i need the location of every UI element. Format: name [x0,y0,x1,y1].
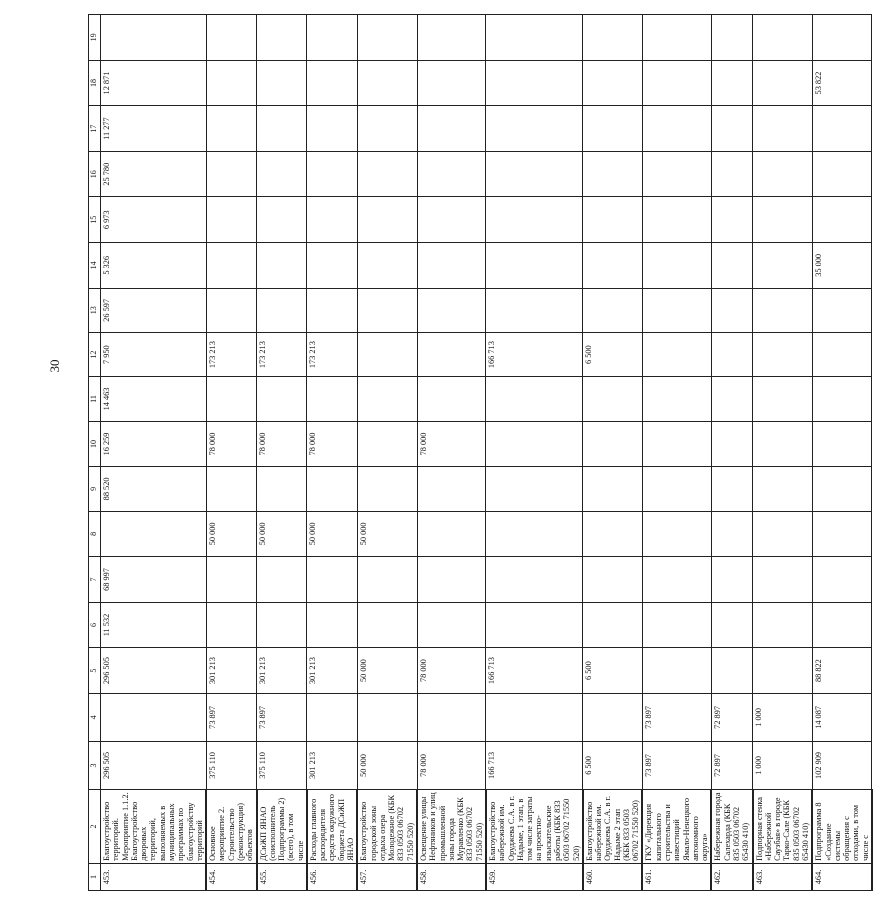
cell-value [812,197,872,243]
column-header: 5 [89,648,101,694]
cell-value [583,288,643,332]
cell-value [357,15,417,61]
cell-value [101,511,207,557]
column-header: 18 [89,60,101,106]
row-name: Благоустройство территорий. Мероприятие 1.1.2. Благоустройство дворовых территорий, выполняемых в муниципальных программах по благоустройству территорий [101,789,207,863]
cell-value [206,602,256,648]
cell-value [417,151,486,197]
cell-value: 50 000 [357,511,417,557]
cell-value: 26 597 [101,288,207,332]
cell-value: 50 000 [206,511,256,557]
cell-value [642,15,711,61]
cell-value: 12 871 [101,60,207,106]
cell-value [357,377,417,421]
cell-value [583,151,643,197]
cell-value [417,243,486,289]
cell-value [711,511,752,557]
cell-value: 78 000 [417,648,486,694]
cell-value [357,421,417,467]
column-header: 10 [89,421,101,467]
row-number: 454. [206,863,256,890]
cell-value [753,288,813,332]
row-number: 462. [711,863,752,890]
cell-value: 375 110 [257,741,307,789]
cell-value [257,377,307,421]
cell-value [417,332,486,376]
cell-value [357,467,417,511]
cell-value: 73 897 [206,693,256,741]
cell-value [711,602,752,648]
column-header: 1 [89,863,101,890]
cell-value [307,602,357,648]
cell-value [753,151,813,197]
cell-value: 11 277 [101,106,207,152]
cell-value [357,106,417,152]
cell-value [486,377,583,421]
cell-value [257,197,307,243]
cell-value: 50 000 [357,648,417,694]
cell-value [711,288,752,332]
cell-value: 11 532 [101,602,207,648]
row-number: 457. [357,863,417,890]
cell-value [583,467,643,511]
cell-value [257,60,307,106]
cell-value [711,15,752,61]
cell-value [257,15,307,61]
cell-value [357,60,417,106]
cell-value [753,421,813,467]
table-row [753,15,813,891]
cell-value [101,693,207,741]
cell-value [711,557,752,603]
cell-value [417,377,486,421]
cell-value [812,602,872,648]
row-name: Подпрограмма 8 «Создание системы обращения с отходами, в том числе с [812,789,872,863]
column-header: 6 [89,602,101,648]
cell-value: 173 213 [206,332,256,376]
cell-value [417,467,486,511]
cell-value [583,377,643,421]
cell-value [753,332,813,376]
cell-value [417,693,486,741]
column-header: 14 [89,243,101,289]
cell-value: 88 520 [101,467,207,511]
cell-value [417,197,486,243]
cell-value: 6 973 [101,197,207,243]
table-row [101,15,207,891]
cell-value: 25 780 [101,151,207,197]
cell-value [257,602,307,648]
cell-value [812,377,872,421]
cell-value: 78 000 [417,741,486,789]
page-number: 30 [47,359,62,373]
table-row [583,15,643,891]
cell-value [357,288,417,332]
cell-value: 375 110 [206,741,256,789]
cell-value [486,693,583,741]
cell-value [206,106,256,152]
cell-value [642,377,711,421]
row-name: ДСиЖП ЯНАО (соисполнитель Подпрограммы 2) (всего), в том числе [257,789,307,863]
cell-value: 88 822 [812,648,872,694]
cell-value: 73 897 [642,741,711,789]
cell-value [307,377,357,421]
budget-table [88,14,873,891]
row-name: Основное мероприятие 2. Строительство (реконструкция) объектов [206,789,256,863]
cell-value [812,15,872,61]
cell-value [257,467,307,511]
cell-value: 296 505 [101,648,207,694]
cell-value: 173 213 [257,332,307,376]
cell-value [486,467,583,511]
cell-value: 72 897 [711,741,752,789]
row-name: Расходы главного распорядителя средств окружного бюджета ДСиЖП ЯНАО [307,789,357,863]
cell-value [257,557,307,603]
cell-value [753,511,813,557]
cell-value: 102 909 [812,741,872,789]
cell-value [642,602,711,648]
column-header: 11 [89,377,101,421]
cell-value [753,467,813,511]
table-row [486,15,583,891]
cell-value: 73 897 [257,693,307,741]
cell-value [642,648,711,694]
cell-value [357,602,417,648]
cell-value [812,288,872,332]
column-header: 4 [89,693,101,741]
cell-value [486,421,583,467]
cell-value: 50 000 [257,511,307,557]
cell-value [642,421,711,467]
row-number: 455. [257,863,307,890]
table-row [812,15,872,891]
row-name: Благоустройство городской зоны отдыха озера Молодежное (КБК 833 0503 06702 71550 520) [357,789,417,863]
cell-value [206,557,256,603]
cell-value [417,602,486,648]
cell-value: 72 897 [711,693,752,741]
table-row [257,15,307,891]
cell-value [417,15,486,61]
cell-value [583,421,643,467]
cell-value: 73 897 [642,693,711,741]
cell-value: 14 087 [812,693,872,741]
cell-value [642,511,711,557]
row-name: Освещение улицы Нефтяников и улиц промышленной зоны города Муравленко (КБК 833 0503 06702 71550 520) [417,789,486,863]
cell-value [307,151,357,197]
cell-value [307,467,357,511]
cell-value: 301 213 [307,648,357,694]
table-row [642,15,711,891]
table-row [307,15,357,891]
cell-value [642,60,711,106]
cell-value [486,288,583,332]
cell-value: 14 463 [101,377,207,421]
cell-value [711,60,752,106]
cell-value [753,602,813,648]
cell-value: 166 713 [486,741,583,789]
cell-value: 78 000 [417,421,486,467]
table-row [417,15,486,891]
row-number: 463. [753,863,813,890]
cell-value [711,197,752,243]
cell-value: 301 213 [206,648,256,694]
column-header: 7 [89,557,101,603]
cell-value: 173 213 [307,332,357,376]
header-row [89,15,101,891]
cell-value [417,60,486,106]
cell-value [206,60,256,106]
cell-value [307,557,357,603]
cell-value [642,557,711,603]
row-name: Набережная города Салехарда (КБК 835 0503 06702 65430 410) [711,789,752,863]
cell-value [357,693,417,741]
cell-value [307,106,357,152]
cell-value [257,243,307,289]
cell-value: 35 000 [812,243,872,289]
cell-value: 6 500 [583,332,643,376]
table-rotation-frame [88,14,870,891]
cell-value [206,197,256,243]
cell-value [307,15,357,61]
cell-value [486,602,583,648]
cell-value [206,151,256,197]
cell-value [486,557,583,603]
cell-value [642,151,711,197]
cell-value [257,288,307,332]
table-row [711,15,752,891]
cell-value: 7 950 [101,332,207,376]
cell-value [307,197,357,243]
cell-value [812,467,872,511]
cell-value: 166 713 [486,332,583,376]
cell-value: 301 213 [307,741,357,789]
cell-value [753,106,813,152]
cell-value [583,243,643,289]
rotated-table-sheet [88,14,870,891]
row-number: 453. [101,863,207,890]
row-number: 461. [642,863,711,890]
cell-value [711,421,752,467]
cell-value [486,243,583,289]
cell-value [711,467,752,511]
cell-value [753,648,813,694]
cell-value [583,557,643,603]
cell-value [206,243,256,289]
cell-value: 6 500 [583,741,643,789]
cell-value [486,197,583,243]
cell-value [257,151,307,197]
table-row [357,15,417,891]
cell-value [486,511,583,557]
row-name: ГКУ «Дирекция капитального строительства и инвестиций Ямало-Ненецкого автономного округа» [642,789,711,863]
column-header: 15 [89,197,101,243]
cell-value [642,467,711,511]
cell-value: 53 822 [812,60,872,106]
cell-value: 1 000 [753,741,813,789]
cell-value [642,106,711,152]
cell-value: 6 500 [583,648,643,694]
cell-value [206,467,256,511]
cell-value [417,511,486,557]
cell-value [583,15,643,61]
cell-value [812,421,872,467]
column-header: 3 [89,741,101,789]
cell-value [812,332,872,376]
cell-value [642,332,711,376]
cell-value: 296 505 [101,741,207,789]
cell-value [642,243,711,289]
cell-value [583,511,643,557]
row-number: 458. [417,863,486,890]
column-header: 19 [89,15,101,61]
cell-value [642,288,711,332]
cell-value [711,151,752,197]
cell-value [583,106,643,152]
cell-value [812,511,872,557]
cell-value [357,197,417,243]
cell-value: 78 000 [307,421,357,467]
cell-value [206,288,256,332]
cell-value [486,60,583,106]
column-header: 9 [89,467,101,511]
cell-value: 50 000 [357,741,417,789]
cell-value: 301 213 [257,648,307,694]
cell-value [206,15,256,61]
cell-value [711,332,752,376]
cell-value: 78 000 [257,421,307,467]
cell-value [307,60,357,106]
cell-value: 16 259 [101,421,207,467]
cell-value [812,557,872,603]
cell-value [486,151,583,197]
cell-value: 5 326 [101,243,207,289]
column-header: 2 [89,789,101,863]
row-number: 464. [812,863,872,890]
cell-value [417,288,486,332]
row-number: 459. [486,863,583,890]
cell-value [711,648,752,694]
cell-value [711,377,752,421]
cell-value [812,106,872,152]
cell-value [357,151,417,197]
cell-value [486,106,583,152]
cell-value [257,106,307,152]
cell-value [812,151,872,197]
cell-value [307,288,357,332]
cell-value: 1 000 [753,693,813,741]
cell-value [711,106,752,152]
cell-value [711,243,752,289]
column-header: 16 [89,151,101,197]
table-row [206,15,256,891]
cell-value [417,557,486,603]
cell-value [642,197,711,243]
cell-value [307,243,357,289]
cell-value [753,60,813,106]
cell-value [753,15,813,61]
row-name: Благоустройство набережной им. Оруджева С.А. в г. Надыме 2 этап (КБК 833 0503 06702 71550 520) [583,789,643,863]
cell-value [753,243,813,289]
column-header: 12 [89,332,101,376]
cell-value: 50 000 [307,511,357,557]
cell-value: 166 713 [486,648,583,694]
row-name: Подпорная стенка «Набережной Саузбая» в городе Тарко-Сале (КБК 835 0503 06702 65430 410) [753,789,813,863]
column-header: 13 [89,288,101,332]
row-number: 456. [307,863,357,890]
cell-value [753,197,813,243]
cell-value [101,15,207,61]
row-name: Благоустройство набережной им. Оруджева С.А. в г. Надыме, 1 этап, в том числе затраты на проектно-изыскательские работы (КБК 833 0503 06702 71550 520) [486,789,583,863]
column-header: 8 [89,511,101,557]
cell-value: 78 000 [206,421,256,467]
cell-value [583,60,643,106]
cell-value [357,243,417,289]
cell-value [307,693,357,741]
cell-value [753,557,813,603]
cell-value [753,377,813,421]
cell-value [583,602,643,648]
cell-value [357,332,417,376]
cell-value: 68 997 [101,557,207,603]
cell-value [486,15,583,61]
cell-value [583,197,643,243]
cell-value [417,106,486,152]
cell-value [357,557,417,603]
cell-value [583,693,643,741]
cell-value [206,377,256,421]
column-header: 17 [89,106,101,152]
row-number: 460. [583,863,643,890]
